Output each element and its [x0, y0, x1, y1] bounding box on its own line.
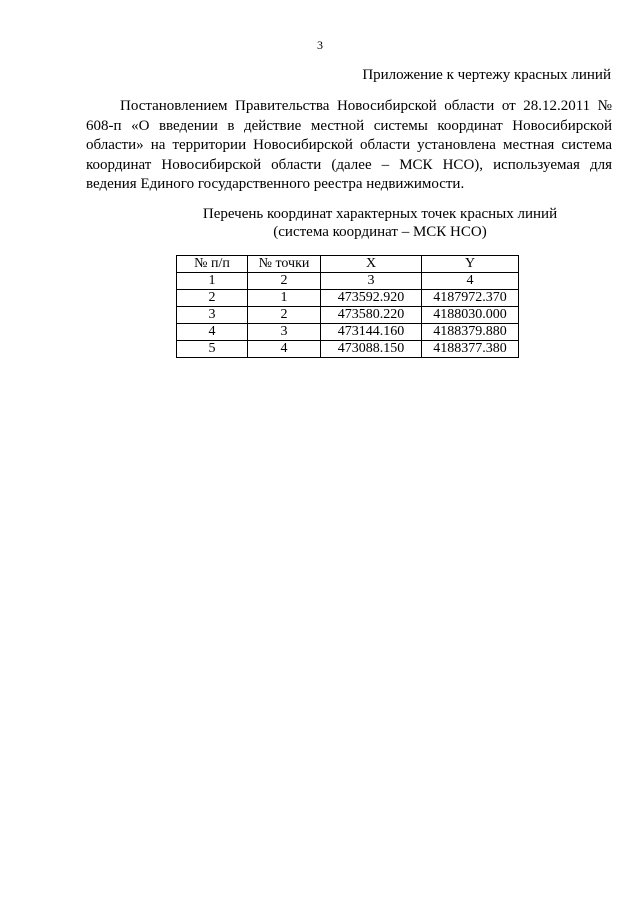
- table-cell: 4187972.370: [422, 290, 519, 307]
- table-cell: 2: [248, 307, 321, 324]
- table-cell: 3: [177, 307, 248, 324]
- table-row: [177, 290, 519, 307]
- table-header-row: [177, 256, 519, 273]
- table-cell: 473088.150: [321, 341, 422, 358]
- table-row: [177, 324, 519, 341]
- table-cell: 473144.160: [321, 324, 422, 341]
- table-caption-line-1: Перечень координат характерных точек красных линий: [202, 206, 558, 222]
- table-caption: [100, 205, 640, 241]
- table-cell: 1: [177, 273, 248, 290]
- table-cell: 3: [321, 273, 422, 290]
- table-cell: 2: [248, 273, 321, 290]
- header-cell-row-number: № п/п: [177, 256, 248, 273]
- header-cell-x: X: [321, 256, 422, 273]
- table-cell: 4: [248, 341, 321, 358]
- table-cell: 3: [248, 324, 321, 341]
- table-cell: 4: [422, 273, 519, 290]
- header-cell-point-number: № точки: [248, 256, 321, 273]
- table-cell: 1: [248, 290, 321, 307]
- table-row: [177, 341, 519, 358]
- table-cell: 5: [177, 341, 248, 358]
- table-row: [177, 307, 519, 324]
- table-cell: 4188377.380: [422, 341, 519, 358]
- table-cell: 2: [177, 290, 248, 307]
- table-cell: 4188379.880: [422, 324, 519, 341]
- table-cell: 473592.920: [321, 290, 422, 307]
- appendix-title: Приложение к чертежу красных линий: [362, 67, 611, 83]
- header-cell-y: Y: [422, 256, 519, 273]
- body-paragraph: Постановлением Правительства Новосибирской области от 28.12.2011 № 608-п «О введении в действие местной системы координат Новосибирской области» на территории Новосибирской области установлена местная система координат Новосибирской области (далее – МСК НСО), используемая для ведения Единого государственного реестра недвижимости.: [86, 98, 612, 192]
- table-caption-line-2: (система координат – МСК НСО): [273, 224, 487, 240]
- table-cell: 4188030.000: [422, 307, 519, 324]
- table-row: [177, 273, 519, 290]
- page-number: 3: [317, 38, 323, 52]
- coordinates-table: [176, 255, 519, 358]
- table-cell: 473580.220: [321, 307, 422, 324]
- table-cell: 4: [177, 324, 248, 341]
